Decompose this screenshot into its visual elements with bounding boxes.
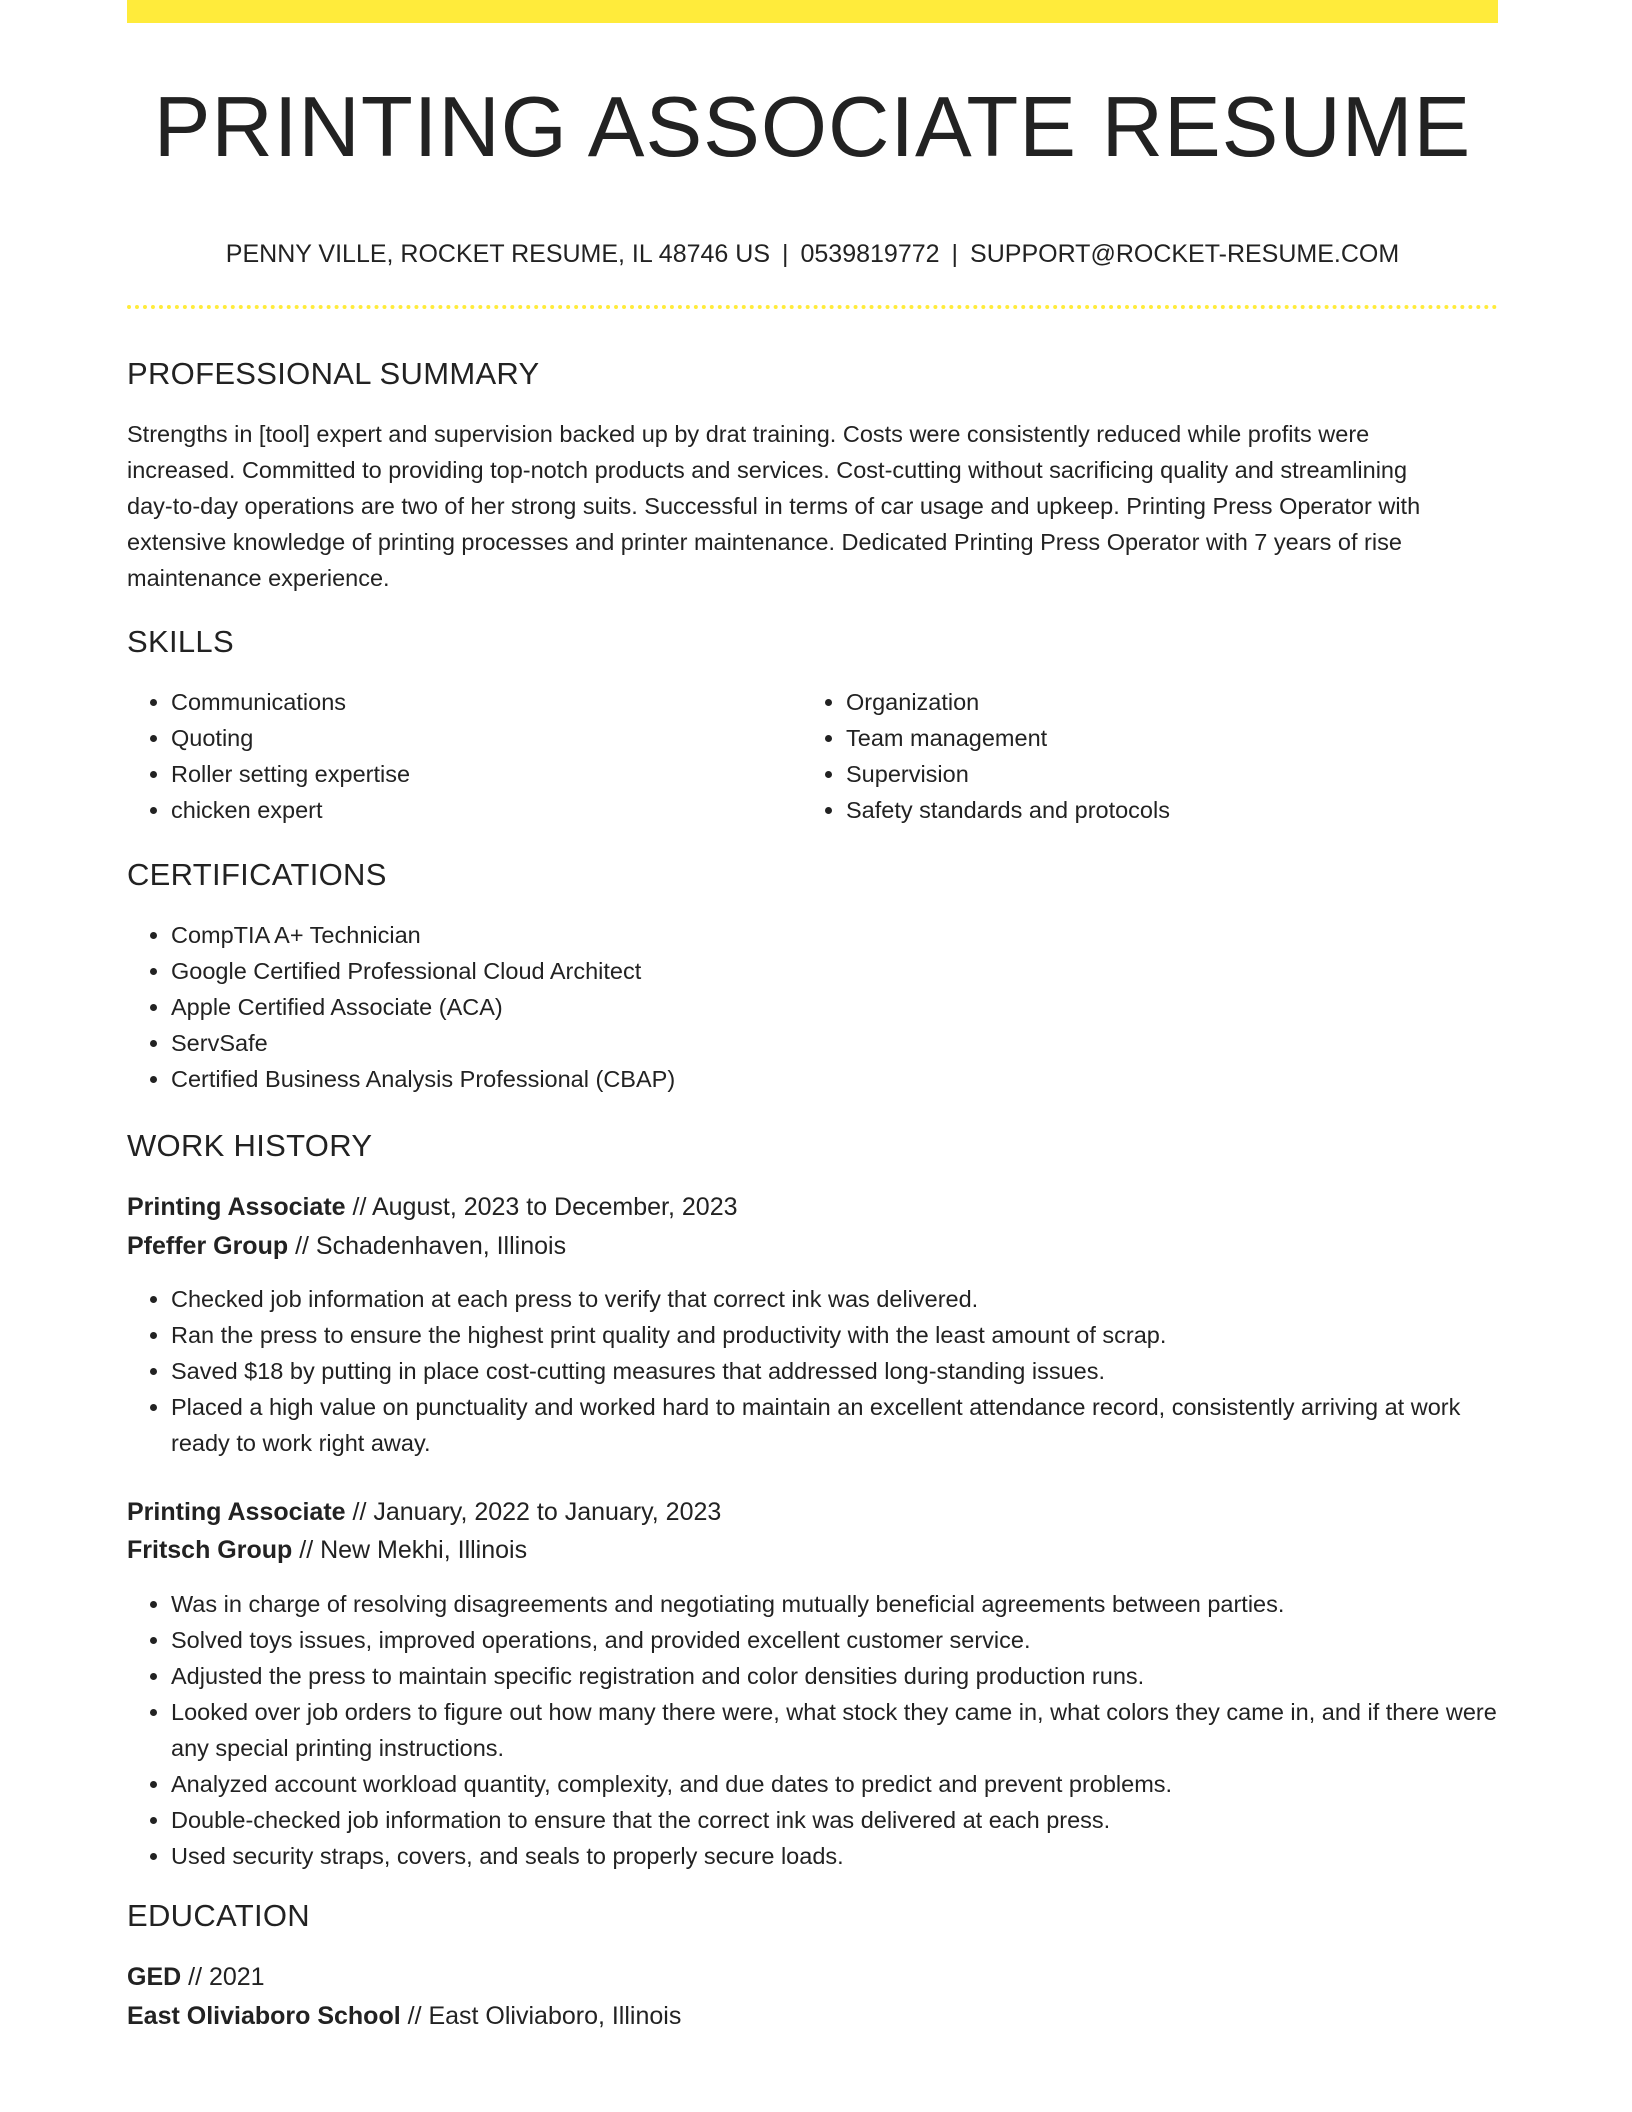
job-bullet: • Double-checked job information to ensure that the correct ink was delivered at each press. [171, 1802, 1498, 1838]
skills-list-right [802, 684, 1496, 828]
contact-phone: 0539819772 [800, 240, 940, 268]
education-degree-line [127, 1958, 265, 1996]
top-accent-bar [127, 0, 1498, 23]
certifications-list [127, 917, 1471, 1097]
summary-line: Strengths in [tool] expert and supervision backed up by drat training. Costs were consistently reduced while profits were [127, 421, 1370, 447]
contact-separator: | [951, 240, 959, 268]
certification-item: • Certified Business Analysis Professional (CBAP) [171, 1061, 1471, 1097]
skills-list-left [127, 684, 801, 828]
contact-email: SUPPORT@ROCKET-RESUME.COM [970, 240, 1400, 268]
job-company: Pfeffer Group [127, 1232, 289, 1260]
skill-item: • Communications [171, 684, 801, 720]
section-heading-summary: PROFESSIONAL SUMMARY [127, 356, 540, 391]
job-bullet: • Adjusted the press to maintain specific registration and color densities during production runs. [171, 1658, 1498, 1694]
summary-line: day-to-day operations are two of her strong suits. Successful in terms of car usage and upkeep. Printing Press Operator with [127, 493, 1421, 519]
contact-address: PENNY VILLE, ROCKET RESUME, IL 48746 US [225, 240, 770, 268]
job-bullet: • Ran the press to ensure the highest print quality and productivity with the least amount of scrap. [171, 1317, 1498, 1353]
job-dates: // August, 2023 to December, 2023 [345, 1193, 738, 1221]
certification-item: • ServSafe [171, 1025, 1471, 1061]
education-school-line [127, 1997, 681, 2035]
job-bullet: • Used security straps, covers, and seals to properly secure loads. [171, 1838, 1498, 1874]
certification-item: • CompTIA A+ Technician [171, 917, 1471, 953]
contact-line [127, 236, 1498, 272]
job-title: Printing Associate [127, 1498, 346, 1526]
contact-separator: | [782, 240, 789, 268]
job-bullet: • Checked job information at each press to verify that correct ink was delivered. [171, 1281, 1498, 1317]
summary-line: maintenance experience. [127, 565, 390, 591]
skill-item: • Safety standards and protocols [846, 792, 1496, 828]
section-heading-work-history: WORK HISTORY [127, 1128, 373, 1163]
education-school: East Oliviaboro School [127, 2002, 401, 2030]
job-title-line [127, 1188, 738, 1226]
job-location: // New Mekhi, Illinois [292, 1536, 528, 1564]
education-degree: GED [127, 1963, 182, 1991]
section-heading-certifications: CERTIFICATIONS [127, 857, 387, 892]
job-title-line [127, 1493, 721, 1531]
education-year: // 2021 [181, 1963, 265, 1991]
header-divider [127, 305, 1498, 309]
job-bullet: • Looked over job orders to figure out how many there were, what stock they came in, what colors they came in, and if there were any special printing instructions. [171, 1694, 1498, 1766]
job-bullet: • Analyzed account workload quantity, complexity, and due dates to predict and prevent problems. [171, 1766, 1498, 1802]
skill-item: • chicken expert [171, 792, 801, 828]
summary-line: extensive knowledge of printing processes and printer maintenance. Dedicated Printing Press Operator with 7 years of rise [127, 529, 1402, 555]
job-company-line [127, 1227, 566, 1265]
section-heading-skills: SKILLS [127, 624, 234, 659]
job-dates: // January, 2022 to January, 2023 [345, 1498, 722, 1526]
job-bullet: • Placed a high value on punctuality and worked hard to maintain an excellent attendance record, consistently arriving at work ready to work right away. [171, 1389, 1498, 1461]
job-bullet: • Solved toys issues, improved operations, and provided excellent customer service. [171, 1622, 1498, 1658]
skill-item: • Roller setting expertise [171, 756, 801, 792]
section-heading-education: EDUCATION [127, 1898, 310, 1933]
summary-line: increased. Committed to providing top-notch products and services. Cost-cutting without sacrificing quality and streamlining [127, 457, 1408, 483]
summary-text [127, 416, 1498, 596]
job-company-line [127, 1531, 527, 1569]
resume-title: PRINTING ASSOCIATE RESUME [153, 80, 1472, 175]
job-title: Printing Associate [127, 1193, 346, 1221]
job-bullet: • Saved $18 by putting in place cost-cutting measures that addressed long-standing issues. [171, 1353, 1498, 1389]
job-bullets [127, 1281, 1498, 1461]
skill-item: • Team management [846, 720, 1496, 756]
skill-item: • Supervision [846, 756, 1496, 792]
job-company: Fritsch Group [127, 1536, 293, 1564]
certification-item: • Google Certified Professional Cloud Architect [171, 953, 1471, 989]
job-location: // Schadenhaven, Illinois [288, 1232, 567, 1260]
skill-item: • Organization [846, 684, 1496, 720]
certification-item: • Apple Certified Associate (ACA) [171, 989, 1471, 1025]
skill-item: • Quoting [171, 720, 801, 756]
job-bullet: • Was in charge of resolving disagreements and negotiating mutually beneficial agreements between parties. [171, 1586, 1498, 1622]
job-bullets [127, 1586, 1498, 1874]
education-location: // East Oliviaboro, Illinois [400, 2002, 682, 2030]
